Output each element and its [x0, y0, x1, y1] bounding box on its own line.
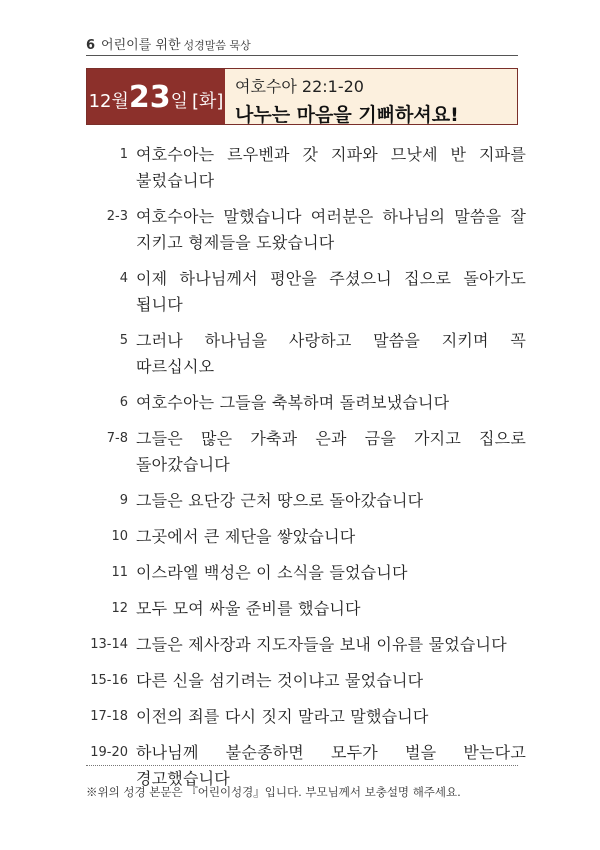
running-head-subtitle: 성경말씀 묵상 — [183, 39, 251, 52]
verse-text: 그들은 요단강 근처 땅으로 돌아갔습니다 — [136, 491, 424, 510]
date-month: 12월 — [88, 91, 129, 112]
date-day: 23 — [128, 80, 171, 115]
verse-number: 12 — [111, 601, 128, 616]
verse-list — [86, 142, 526, 802]
title-panel — [225, 69, 517, 124]
header-divider — [86, 55, 518, 56]
date-day-suffix: 일 — [170, 91, 188, 112]
running-head-title: 어린이를 위한 — [101, 38, 181, 53]
verse-number: 9 — [119, 493, 128, 508]
verse-item — [86, 668, 526, 694]
date-badge — [87, 69, 225, 124]
date-weekday: [화] — [192, 91, 224, 112]
verse-item — [86, 560, 526, 586]
verse-item — [86, 328, 526, 380]
verse-item — [86, 488, 526, 514]
scripture-reference: 여호수아 22:1-20 — [235, 77, 364, 96]
verse-number: 2-3 — [106, 209, 128, 224]
verse-text: 이스라엘 백성은 이 소식을 들었습니다 — [136, 563, 408, 582]
verse-number: 7-8 — [106, 431, 128, 446]
verse-number: 11 — [111, 565, 128, 580]
verse-item — [86, 426, 526, 478]
footnote: ※위의 성경 본문은 『어린이성경』입니다. 부모님께서 보충설명 해주세요. — [86, 785, 461, 799]
verse-text: 그곳에서 큰 제단을 쌓았습니다 — [136, 527, 356, 546]
verse-text: 하나님께 불순종하면 모두가 벌을 받는다고 경고했습니다 — [136, 743, 526, 788]
verse-item — [86, 266, 526, 318]
reading-title: 나누는 마음을 기뻐하셔요! — [235, 104, 459, 126]
verse-text: 이제 하나님께서 평안을 주셨으니 집으로 돌아가도 됩니다 — [136, 269, 526, 314]
verse-number: 19-20 — [90, 745, 128, 760]
verse-text: 여호수아는 말했습니다 여러분은 하나님의 말씀을 잘 지키고 형제들을 도왔습니다 — [136, 207, 526, 252]
running-head — [86, 34, 251, 53]
page-number: 6 — [86, 38, 96, 53]
title-banner — [86, 68, 518, 125]
verse-item — [86, 390, 526, 416]
verse-item — [86, 704, 526, 730]
verse-text: 모두 모여 싸울 준비를 했습니다 — [136, 599, 361, 618]
verse-text: 그러나 하나님을 사랑하고 말씀을 지키며 꼭 따르십시오 — [136, 331, 526, 376]
footer-divider — [86, 765, 518, 766]
verse-item — [86, 204, 526, 256]
verse-number: 10 — [111, 529, 128, 544]
verse-number: 13-14 — [90, 637, 128, 652]
verse-item — [86, 632, 526, 658]
verse-number: 17-18 — [90, 709, 128, 724]
verse-item — [86, 142, 526, 194]
verse-text: 이전의 죄를 다시 짓지 말라고 말했습니다 — [136, 707, 429, 726]
verse-text: 다른 신을 섬기려는 것이냐고 물었습니다 — [136, 671, 424, 690]
verse-text: 여호수아는 그들을 축복하며 돌려보냈습니다 — [136, 393, 450, 412]
verse-item — [86, 596, 526, 622]
verse-item — [86, 524, 526, 550]
verse-text: 그들은 많은 가축과 은과 금을 가지고 집으로 돌아갔습니다 — [136, 429, 526, 474]
verse-number: 15-16 — [90, 673, 128, 688]
verse-number: 1 — [119, 147, 128, 162]
verse-number: 5 — [119, 333, 128, 348]
verse-number: 6 — [119, 395, 128, 410]
verse-number: 4 — [119, 271, 128, 286]
verse-text: 여호수아는 르우벤과 갓 지파와 므낫세 반 지파를 불렀습니다 — [136, 145, 526, 190]
verse-text: 그들은 제사장과 지도자들을 보내 이유를 물었습니다 — [136, 635, 507, 654]
